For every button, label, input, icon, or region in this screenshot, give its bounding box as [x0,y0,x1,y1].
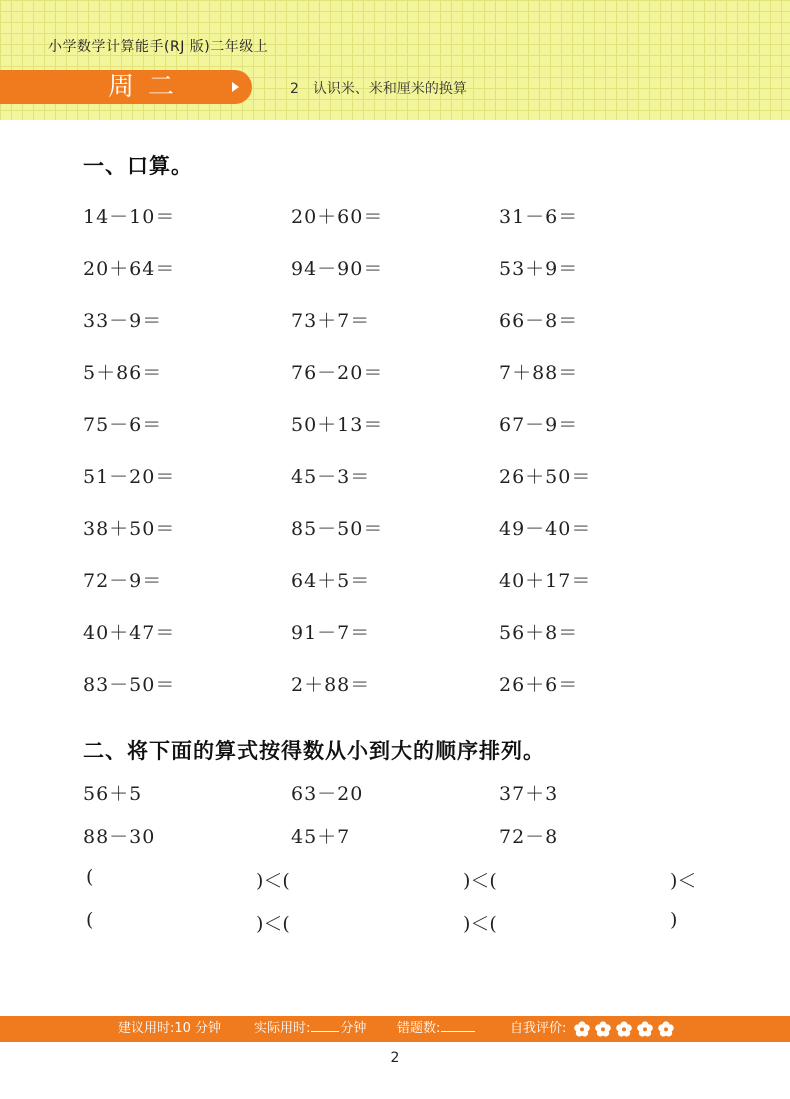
equation: 66－8＝ [499,310,579,332]
answer-paren: )＜ [670,870,697,892]
flower-icon[interactable] [616,1021,632,1037]
lesson-title: 认识米、米和厘米的换算 [312,81,467,97]
actual-time-label: 实际用时: [254,1021,311,1036]
equation: 5＋86＝ [83,362,163,384]
error-count [397,1016,476,1042]
equation: 83－50＝ [83,674,176,696]
self-eval-label: 自我评价: [510,1021,567,1036]
book-title: 小学数学计算能手(RJ 版)二年级上 [48,39,269,55]
expression: 88－30 [83,826,156,848]
answer-paren: ) [670,909,678,931]
flower-icon[interactable] [637,1021,653,1037]
equation: 64＋5＝ [291,570,371,592]
error-count-label: 错题数: [397,1021,441,1036]
equation: 45－3＝ [291,466,371,488]
equation: 26＋6＝ [499,674,579,696]
expression: 45＋7 [291,826,351,848]
equation: 40＋47＝ [83,622,176,644]
footer-bar [0,1016,790,1042]
answer-paren: ( [86,909,94,931]
answer-paren: )＜( [463,870,497,892]
flower-icon[interactable] [595,1021,611,1037]
equation: 14－10＝ [83,206,176,228]
equation: 2＋88＝ [291,674,371,696]
equation: 76－20＝ [291,362,384,384]
equation: 20＋60＝ [291,206,384,228]
actual-time-blank[interactable] [311,1017,339,1032]
equation: 56＋8＝ [499,622,579,644]
answer-paren: )＜( [256,913,290,935]
day-tab [0,70,252,104]
header-band [0,0,790,120]
lesson-number: 2 [290,81,299,97]
equation: 53＋9＝ [499,258,579,280]
equation: 51－20＝ [83,466,176,488]
equation: 85－50＝ [291,518,384,540]
expression: 63－20 [291,783,364,805]
day-label: 周二 [108,72,189,102]
section2-title: 二、将下面的算式按得数从小到大的顺序排列。 [83,739,545,763]
lesson-heading [290,78,467,98]
answer-paren: )＜( [463,913,497,935]
equation: 20＋64＝ [83,258,176,280]
equation: 38＋50＝ [83,518,176,540]
section1-title: 一、口算。 [83,154,193,178]
equation: 75－6＝ [83,414,163,436]
equation: 26＋50＝ [499,466,592,488]
actual-time-unit: 分钟 [340,1021,367,1036]
flower-icon[interactable] [658,1021,674,1037]
error-count-blank[interactable] [441,1017,475,1032]
flower-icon[interactable] [574,1021,590,1037]
page-number: 2 [390,1050,400,1066]
equation: 72－9＝ [83,570,163,592]
equation: 33－9＝ [83,310,163,332]
equation: 50＋13＝ [291,414,384,436]
expression: 37＋3 [499,783,559,805]
equation: 40＋17＝ [499,570,592,592]
equation: 31－6＝ [499,206,579,228]
equation: 94－90＝ [291,258,384,280]
equation: 67－9＝ [499,414,579,436]
suggested-time: 建议用时:10 分钟 [118,1021,222,1036]
answer-paren: ( [86,866,94,888]
actual-time [254,1016,366,1042]
equation: 73＋7＝ [291,310,371,332]
equation: 7＋88＝ [499,362,579,384]
answer-paren: )＜( [256,870,290,892]
equation: 91－7＝ [291,622,371,644]
play-arrow-icon [232,82,239,92]
expression: 56＋5 [83,783,143,805]
equation: 49－40＝ [499,518,592,540]
expression: 72－8 [499,826,559,848]
